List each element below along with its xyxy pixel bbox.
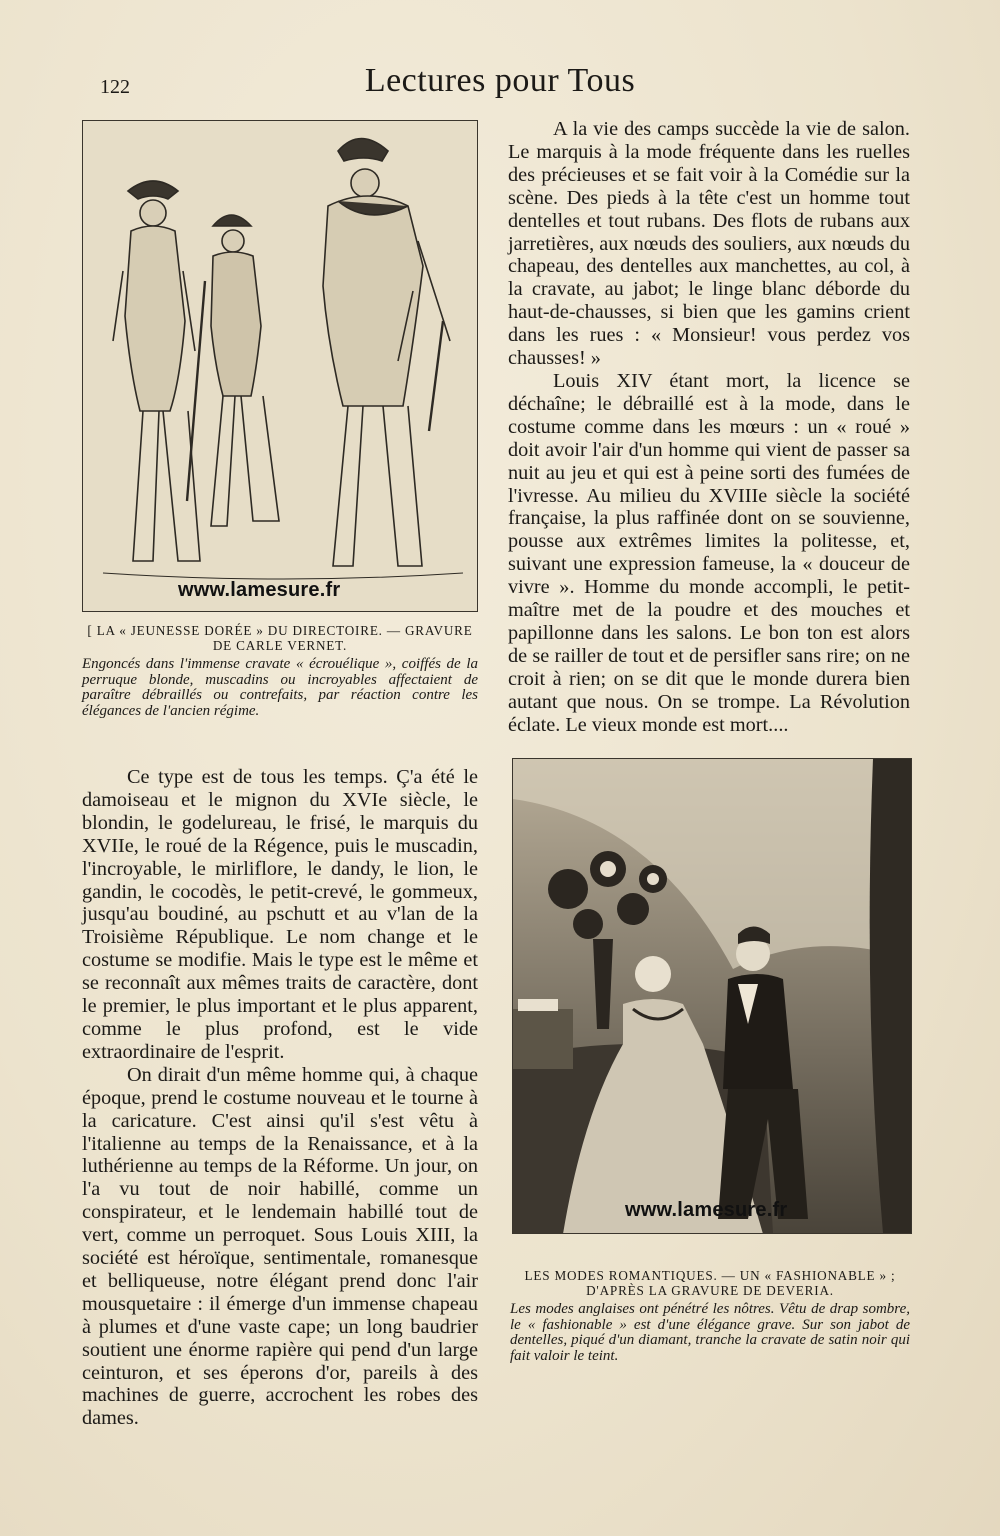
paragraph: A la vie des camps succède la vie de salon. Le marquis à la mode fréquente dans les ruelles des précieuses et se fait voir à la Comédie sur la scène. Des pieds à la tête c'est un homme tout dentelles et tout rubans. Des flots de rubans aux jarretières, aux nœuds des souliers, aux nœuds du chapeau, des dentelles aux manchettes, au col, à la cravate, au jabot; le linge blanc déborde du haut-de-chausses, si bien que les gamins crient dans les rues : « Monsieur! vous perdez vos chausses! » bbox=[508, 118, 910, 370]
caption-text: Engoncés dans l'immense cravate « écrouélique », coiffés de la perruque blonde, muscadins ou incroyables affectaient de paraître débraillés ou contrefaits, par réaction contre les élégances de l'ancien régime. bbox=[82, 656, 478, 719]
engraving-jeunesse-doree-drawing bbox=[83, 121, 477, 611]
caption-figure-2 bbox=[510, 1268, 910, 1364]
left-column-text bbox=[82, 766, 478, 1430]
paragraph: Louis XIV étant mort, la licence se déchaîne; le débraillé est à la mode, dans le costume comme dans les mœurs : un « roué » doit avoir l'air d'un homme qui vient de passer sa nuit au jeu et qui est à peine sorti des fumées de l'ivresse. Au milieu du XVIIIe siècle la société française, la plus raffinée dont on se souvienne, pousse aux extrêmes limites la politesse, et, suivant une expression fameuse, la « douceur de vivre ». Homme du monde accompli, le petit-maître met de la poudre et des mouches et papillonne dans les salons. Le bon ton est alors de se railler de tout et de persifler sans rire; on ne croit à rien; on se dit que le monde durera bien autant que nous. On se trompe. La Révolution éclate. Le vieux monde est mort.... bbox=[508, 369, 910, 736]
paragraph: Ce type est de tous les temps. Ç'a été le damoiseau et le mignon du XVIe siècle, le blondin, le godelureau, le frisé, le marquis du XVIIe, le roué de la Régence, puis le muscadin, l'incroyable, le mirliflore, le dandy, le lion, le gandin, le cocodès, le petit-crevé, le gommeux, jusqu'au boudiné, au pschutt et au v'lan de la Troisième République. Le nom change et le costume se modifie. Mais le type est le même et se reconnaît aux mêmes traits de caractère, dont le premier, le plus important et le plus apparent, comme le plus profond, est le vide extraordinaire de l'esprit. bbox=[82, 766, 478, 1063]
running-title: Lectures pour Tous bbox=[364, 62, 636, 99]
watermark-text: www.lamesure.fr bbox=[625, 1199, 788, 1221]
engraving-fashionable bbox=[512, 758, 912, 1234]
engraving-jeunesse-doree bbox=[82, 120, 478, 612]
paragraph: On dirait d'un même homme qui, à chaque époque, prend le costume nouveau et le tourne à la caricature. C'est ainsi qu'il s'est vêtu à l'italienne au temps de la Renaissance, et à la luthérienne au temps de la Réforme. Un jour, on l'a vu tout de noir habillé, comme un conspirateur, et le lendemain habillé tout de vert, comme un perroquet. Sous Louis XIII, la société est héroïque, sentimentale, romanesque et belliqueuse, notre élégant prend donc l'air mousquetaire : il émerge d'un immense chapeau à plumes et d'une vaste cape; un long baudrier soutient une énorme rapière qui pend d'un large ceinturon, et ses éperons d'or, pareils à des machines de guerre, accrochent les robes des dames. bbox=[82, 1063, 478, 1430]
page-number: 122 bbox=[100, 76, 130, 98]
caption-figure-1 bbox=[82, 623, 478, 719]
caption-title: [ LA « JEUNESSE DORÉE » DU DIRECTOIRE. — GRAVURE DE CARLE VERNET. bbox=[87, 623, 473, 653]
engraving-fashionable-drawing bbox=[513, 759, 911, 1233]
caption-text: Les modes anglaises ont pénétré les nôtres. Vêtu de drap sombre, le « fashionable » est d'une élégance grave. Sur son jabot de dentelles, piqué d'un diamant, tranche la cravate de satin noir qui fait valoir le teint. bbox=[510, 1301, 910, 1364]
caption-title: LES MODES ROMANTIQUES. — UN « FASHIONABLE » ; D'APRÈS LA GRAVURE DE DEVERIA. bbox=[524, 1268, 896, 1298]
watermark-text: www.lamesure.fr bbox=[178, 579, 341, 601]
right-column-text bbox=[508, 118, 910, 736]
